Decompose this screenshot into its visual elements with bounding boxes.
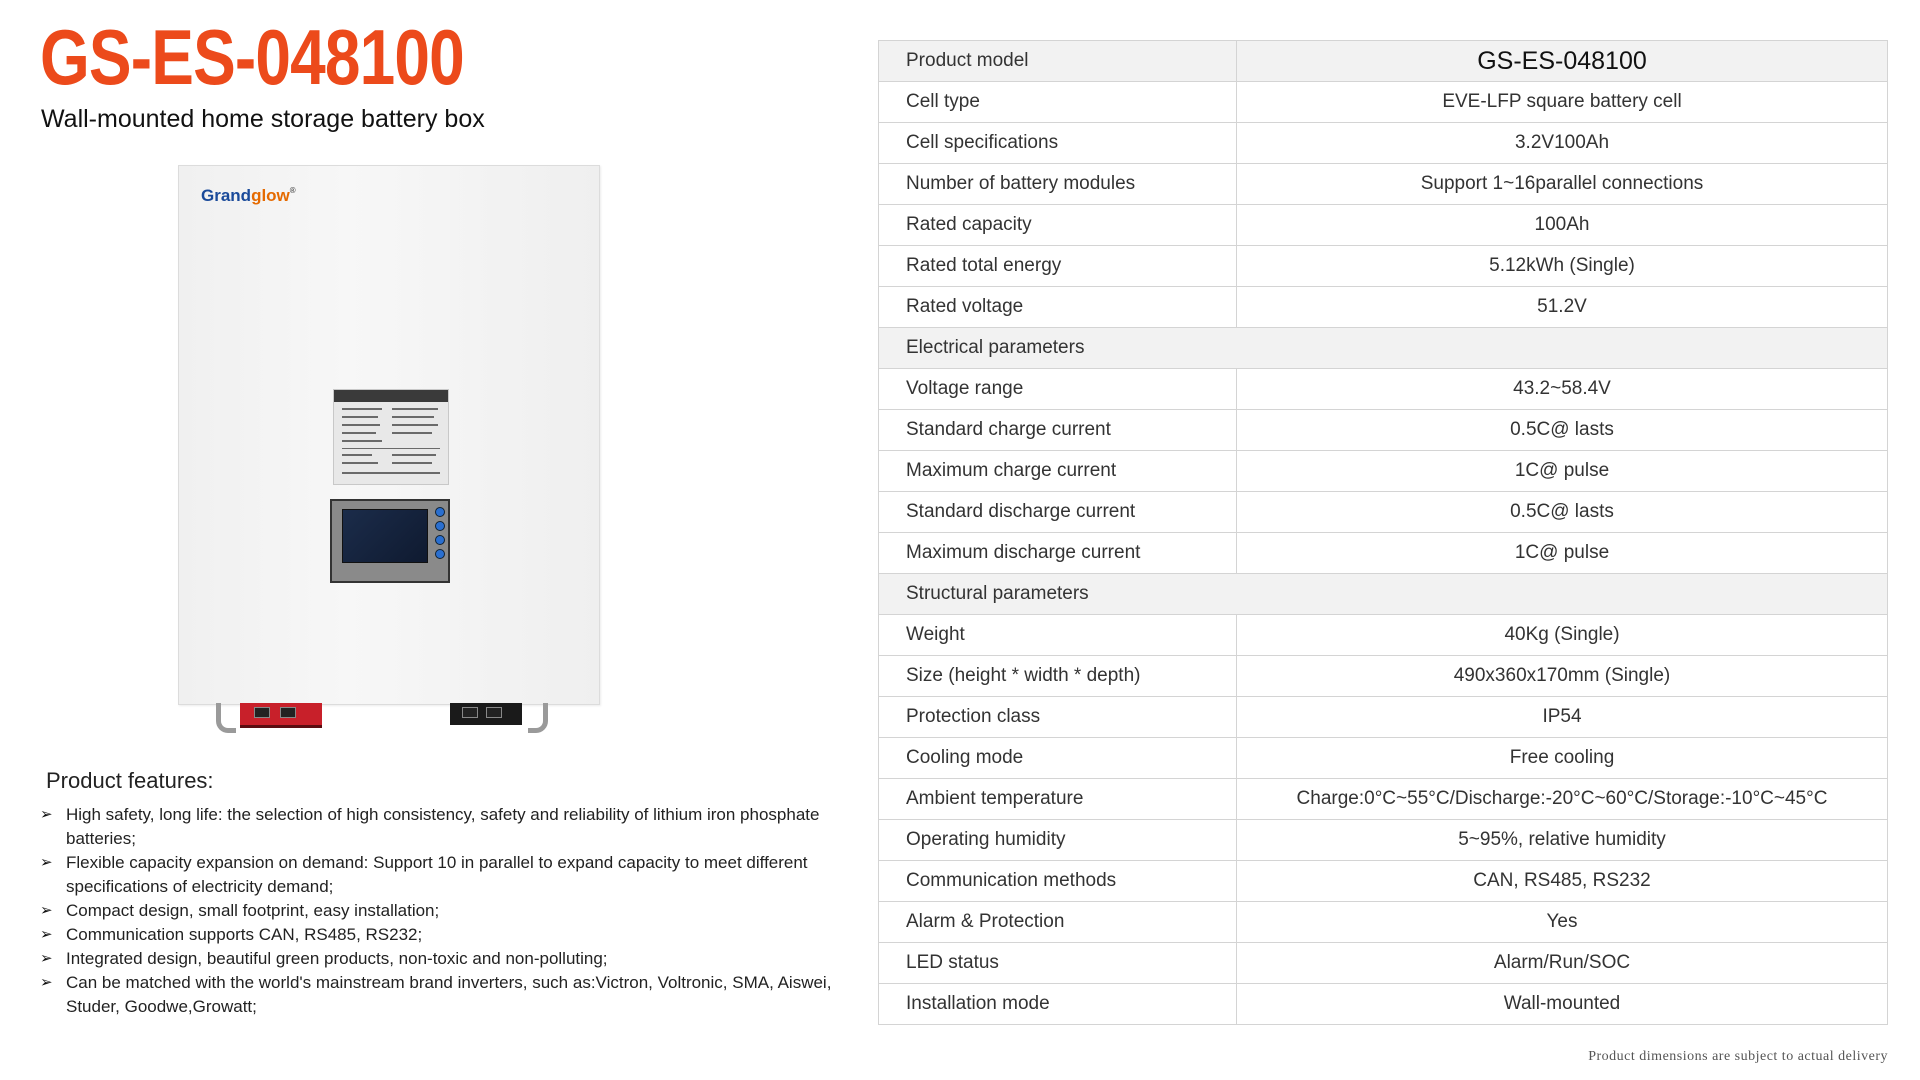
spec-label: Size (height * width * depth) xyxy=(879,656,1237,697)
right-handle xyxy=(528,703,548,733)
spec-value: 0.5C@ lasts xyxy=(1237,410,1888,451)
table-row xyxy=(879,492,1888,533)
spec-label: Standard charge current xyxy=(879,410,1237,451)
table-row xyxy=(879,287,1888,328)
spec-value: GS-ES-048100 xyxy=(1237,41,1888,82)
nameplate-label xyxy=(333,389,449,485)
arrow-bullet-icon: ➢ xyxy=(40,926,53,943)
table-row xyxy=(879,451,1888,492)
negative-terminal xyxy=(450,703,522,725)
registered-mark: ® xyxy=(289,186,296,195)
table-row xyxy=(879,41,1888,82)
feature-item: ➢ Integrated design, beautiful green products, non-toxic and non-polluting; xyxy=(40,947,860,971)
spec-value: 1C@ pulse xyxy=(1237,451,1888,492)
spec-label: Cooling mode xyxy=(879,738,1237,779)
spec-value: Alarm/Run/SOC xyxy=(1237,943,1888,984)
feature-item: ➢ Communication supports CAN, RS485, RS232; xyxy=(40,923,860,947)
brand-logo xyxy=(201,186,296,206)
table-row xyxy=(879,123,1888,164)
nameplate-header xyxy=(334,390,448,402)
spec-label: Standard discharge current xyxy=(879,492,1237,533)
spec-label: Rated voltage xyxy=(879,287,1237,328)
spec-label: Cell specifications xyxy=(879,123,1237,164)
spec-value: Yes xyxy=(1237,902,1888,943)
spec-label: Voltage range xyxy=(879,369,1237,410)
feature-item: ➢ High safety, long life: the selection of high consistency, safety and reliability of lithium iron phosphate batteries; xyxy=(40,805,820,848)
spec-value: Wall-mounted xyxy=(1237,984,1888,1025)
panel-button-icon xyxy=(435,535,445,545)
arrow-bullet-icon: ➢ xyxy=(40,902,53,919)
feature-item: ➢ Flexible capacity expansion on demand: Support 10 in parallel to expand capacity to meet different specifications of electricity demand; xyxy=(40,853,808,896)
spec-label: Cell type xyxy=(879,82,1237,123)
spec-value: Free cooling xyxy=(1237,738,1888,779)
spec-value: 43.2~58.4V xyxy=(1237,369,1888,410)
spec-label: Rated capacity xyxy=(879,205,1237,246)
arrow-bullet-icon: ➢ xyxy=(40,974,53,991)
arrow-bullet-icon: ➢ xyxy=(40,950,53,967)
spec-label: Product model xyxy=(879,41,1237,82)
spec-value: 5.12kWh (Single) xyxy=(1237,246,1888,287)
spec-value: 3.2V100Ah xyxy=(1237,123,1888,164)
spec-value: 0.5C@ lasts xyxy=(1237,492,1888,533)
spec-value: 51.2V xyxy=(1237,287,1888,328)
table-row xyxy=(879,246,1888,287)
table-row xyxy=(879,656,1888,697)
table-row xyxy=(879,205,1888,246)
spec-label: LED status xyxy=(879,943,1237,984)
table-row xyxy=(879,943,1888,984)
spec-label: Weight xyxy=(879,615,1237,656)
spec-value: EVE-LFP square battery cell xyxy=(1237,82,1888,123)
product-image xyxy=(178,165,600,745)
footnote: Product dimensions are subject to actual delivery xyxy=(1588,1049,1888,1064)
spec-label: Installation mode xyxy=(879,984,1237,1025)
lcd-display-panel xyxy=(330,499,450,583)
table-section-row xyxy=(879,574,1888,615)
section-heading: Structural parameters xyxy=(879,574,1888,615)
table-row xyxy=(879,533,1888,574)
table-section-row xyxy=(879,328,1888,369)
arrow-bullet-icon: ➢ xyxy=(40,806,53,823)
panel-button-icon xyxy=(435,521,445,531)
spec-label: Ambient temperature xyxy=(879,779,1237,820)
spec-label: Protection class xyxy=(879,697,1237,738)
table-row xyxy=(879,615,1888,656)
arrow-bullet-icon: ➢ xyxy=(40,854,53,871)
panel-button-icon xyxy=(435,507,445,517)
spec-label: Rated total energy xyxy=(879,246,1237,287)
table-row xyxy=(879,697,1888,738)
page-title: GS-ES-048100 xyxy=(40,13,464,101)
spec-value: 100Ah xyxy=(1237,205,1888,246)
table-row xyxy=(879,164,1888,205)
spec-label: Maximum charge current xyxy=(879,451,1237,492)
table-row xyxy=(879,902,1888,943)
table-row xyxy=(879,82,1888,123)
brand-logo-part1: Grand xyxy=(201,186,252,205)
spec-value: CAN, RS485, RS232 xyxy=(1237,861,1888,902)
page-subtitle: Wall-mounted home storage battery box xyxy=(41,105,485,133)
table-row xyxy=(879,984,1888,1025)
table-row xyxy=(879,779,1888,820)
spec-value: Support 1~16parallel connections xyxy=(1237,164,1888,205)
brand-logo-part2: glow xyxy=(251,186,290,205)
lcd-screen xyxy=(342,509,428,563)
spec-label: Number of battery modules xyxy=(879,164,1237,205)
table-row xyxy=(879,861,1888,902)
spec-value: 40Kg (Single) xyxy=(1237,615,1888,656)
table-row xyxy=(879,369,1888,410)
spec-value: 1C@ pulse xyxy=(1237,533,1888,574)
spec-table xyxy=(878,40,1888,1025)
spec-label: Maximum discharge current xyxy=(879,533,1237,574)
spec-value: IP54 xyxy=(1237,697,1888,738)
feature-item: ➢ Can be matched with the world's mainstream brand inverters, such as:Victron, Voltronic, SMA, Aiswei, Studer, Goodwe,Growatt; xyxy=(40,973,832,1016)
spec-value: Charge:0°C~55°C/Discharge:-20°C~60°C/Storage:-10°C~45°C xyxy=(1237,779,1888,820)
features-list xyxy=(40,803,860,1019)
spec-label: Operating humidity xyxy=(879,820,1237,861)
spec-value: 5~95%, relative humidity xyxy=(1237,820,1888,861)
positive-terminal xyxy=(240,703,322,728)
section-heading: Electrical parameters xyxy=(879,328,1888,369)
features-title: Product features: xyxy=(46,768,214,793)
table-row xyxy=(879,820,1888,861)
table-row xyxy=(879,738,1888,779)
table-row xyxy=(879,410,1888,451)
spec-label: Alarm & Protection xyxy=(879,902,1237,943)
spec-label: Communication methods xyxy=(879,861,1237,902)
spec-value: 490x360x170mm (Single) xyxy=(1237,656,1888,697)
feature-item: ➢ Compact design, small footprint, easy installation; xyxy=(40,899,860,923)
left-handle xyxy=(216,703,236,733)
panel-button-icon xyxy=(435,549,445,559)
battery-cabinet xyxy=(178,165,600,705)
